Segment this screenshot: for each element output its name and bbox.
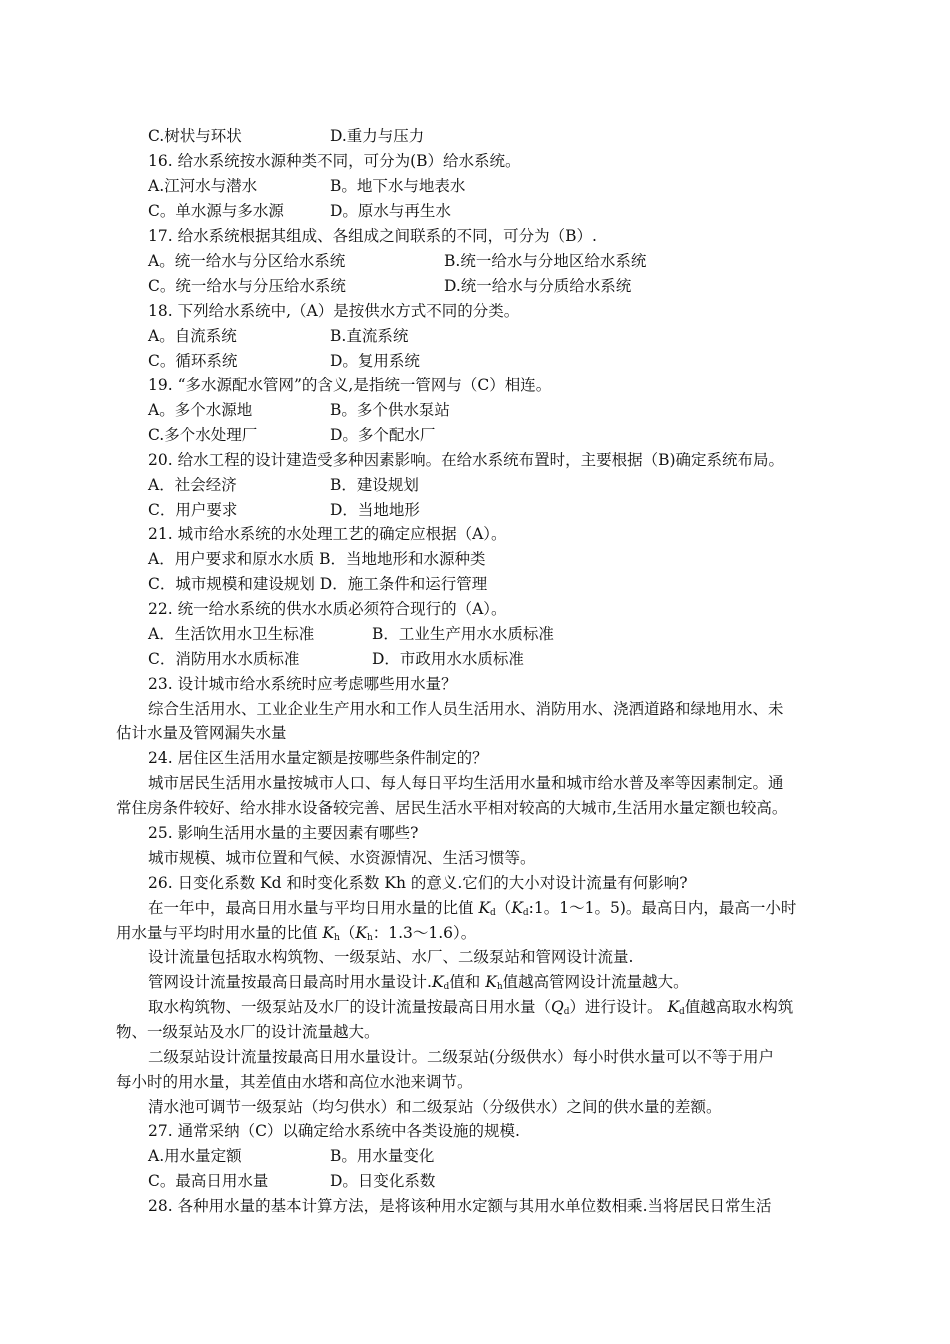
question-line: 18. 下列给水系统中,（A）是按供水方式不同的分类。 (148, 302, 520, 320)
option-b: D．当地地形 (330, 501, 420, 519)
formula-line: 管网设计流量按最高日最高时用水量设计$.K_d$值和 $K_h$值越高管网设计流量越大。 (148, 973, 689, 992)
option-b: B.直流系统 (330, 327, 409, 345)
question-line: 20. 给水工程的设计建造受多种因素影响。在给水系统布置时，主要根据（B)确定系统布局。 (148, 451, 785, 469)
question-line: 23. 设计城市给水系统时应考虑哪些用水量？ (148, 675, 457, 693)
option-a: A．生活饮用水卫生标准 (148, 625, 315, 643)
option-a: C.多个水处理厂 (148, 426, 258, 444)
option-b: B。多个供水泵站 (330, 401, 450, 419)
answer-line: 城市居民生活用水量按城市人口、每人每日平均生活用水量和城市给水普及率等因素制定。通 (148, 774, 784, 792)
option-b: B.统一给水与分地区给水系统 (444, 252, 647, 270)
formula-line: 取水构筑物、一级泵站及水厂的设计流量按最高日用水量$(Q_d)$进行设计。 $K_d$值越高取水构筑 (148, 998, 794, 1017)
option-line (148, 349, 420, 373)
option-line (148, 199, 451, 223)
answer-line: 每小时的用水量，其差值由水塔和高位水池来调节。 (116, 1073, 473, 1091)
option-b: D。日变化系数 (330, 1172, 436, 1190)
option-a: A.江河水与潜水 (148, 177, 258, 195)
answer-line: 估计水量及管网漏失水量 (116, 724, 287, 742)
option-a: C。最高日用水量 (148, 1172, 269, 1190)
answer-line: 设计流量包括取水构筑物、一级泵站、水厂、二级泵站和管网设计流量. (148, 948, 634, 966)
option-a: C．消防用水水质标准 (148, 650, 300, 668)
option-line (148, 1144, 435, 1168)
option-line (148, 124, 425, 148)
option-line (148, 174, 466, 198)
option-b: B．建设规划 (330, 476, 419, 494)
answer-line: 物、一级泵站及水厂的设计流量越大。 (116, 1023, 380, 1041)
option-line (148, 647, 524, 671)
option-b: D。原水与再生水 (330, 202, 451, 220)
option-a: A。多个水源地 (148, 401, 253, 419)
option-b: B。用水量变化 (330, 1147, 435, 1165)
option-line (148, 473, 419, 497)
option-line: C．城市规模和建设规划 D．施工条件和运行管理 (148, 575, 488, 593)
option-a: C．用户要求 (148, 501, 238, 519)
option-b: D。复用系统 (330, 352, 420, 370)
option-a: A。统一给水与分区给水系统 (148, 252, 346, 270)
option-a: C。单水源与多水源 (148, 202, 284, 220)
option-a: A．社会经济 (148, 476, 237, 494)
option-a: A.用水量定额 (148, 1147, 242, 1165)
option-a: A。自流系统 (148, 327, 237, 345)
option-line: A．用户要求和原水水质 B．当地地形和水源种类 (148, 550, 486, 568)
option-line (148, 274, 632, 298)
option-line (148, 324, 409, 348)
question-line: 21. 城市给水系统的水处理工艺的确定应根据（A）。 (148, 525, 507, 543)
question-line: 17. 给水系统根据其组成、各组成之间联系的不同，可分为（B）. (148, 227, 597, 245)
option-line (148, 423, 436, 447)
option-line (148, 398, 450, 422)
formula-line: 在一年中，最高日用水量与平均日用水量的比值 $K_d(K_d:1$。1～1。5)。最高日内，最高一小时 (148, 899, 797, 918)
option-b: D.重力与压力 (330, 127, 425, 145)
answer-line: 清水池可调节一级泵站（均匀供水）和二级泵站（分级供水）之间的供水量的差额。 (148, 1098, 722, 1116)
question-line: 22. 统一给水系统的供水水质必须符合现行的（A）。 (148, 600, 507, 618)
option-line (148, 1169, 436, 1193)
option-line (148, 249, 647, 273)
answer-line: 综合生活用水、工业企业生产用水和工作人员生活用水、消防用水、浇洒道路和绿地用水、未 (148, 700, 784, 718)
answer-line: 二级泵站设计流量按最高日用水量设计。二级泵站(分级供水）每小时供水量可以不等于用户 (148, 1048, 775, 1066)
question-line: 26. 日变化系数 Kd 和时变化系数 Kh 的意义.它们的大小对设计流量有何影响? (148, 874, 688, 892)
question-line: 19. “多水源配水管网”的含义,是指统一管网与（C）相连。 (148, 376, 552, 394)
option-line (148, 498, 420, 522)
option-line (148, 622, 554, 646)
option-a: C。循环系统 (148, 352, 238, 370)
answer-line: 常住房条件较好、给水排水设备较完善、居民生活水平相对较高的大城市,生活用水量定额也较高。 (116, 799, 788, 817)
option-a: C。统一给水与分压给水系统 (148, 277, 346, 295)
question-line: 16. 给水系统按水源种类不同，可分为(B）给水系统。 (148, 152, 521, 170)
question-line: 25. 影响生活用水量的主要因素有哪些? (148, 824, 419, 842)
formula-line: 用水量与平均时用水量的比值 $K_h(K_h$：1.3～1.6）。 (116, 924, 477, 943)
answer-line: 城市规模、城市位置和气候、水资源情况、生活习惯等。 (148, 849, 536, 867)
option-b: D．市政用水水质标准 (372, 650, 524, 668)
question-line: 28. 各种用水量的基本计算方法，是将该种用水定额与其用水单位数相乘.当将居民日常生活 (148, 1197, 772, 1215)
question-line: 27. 通常采纳（C）以确定给水系统中各类设施的规模. (148, 1122, 520, 1140)
option-b: D.统一给水与分质给水系统 (444, 277, 632, 295)
option-b: B．工业生产用水水质标准 (372, 625, 554, 643)
option-a: C.树状与环状 (148, 127, 242, 145)
option-b: B。地下水与地表水 (330, 177, 466, 195)
question-line: 24. 居住区生活用水量定额是按哪些条件制定的？ (148, 749, 488, 767)
option-b: D。多个配水厂 (330, 426, 436, 444)
